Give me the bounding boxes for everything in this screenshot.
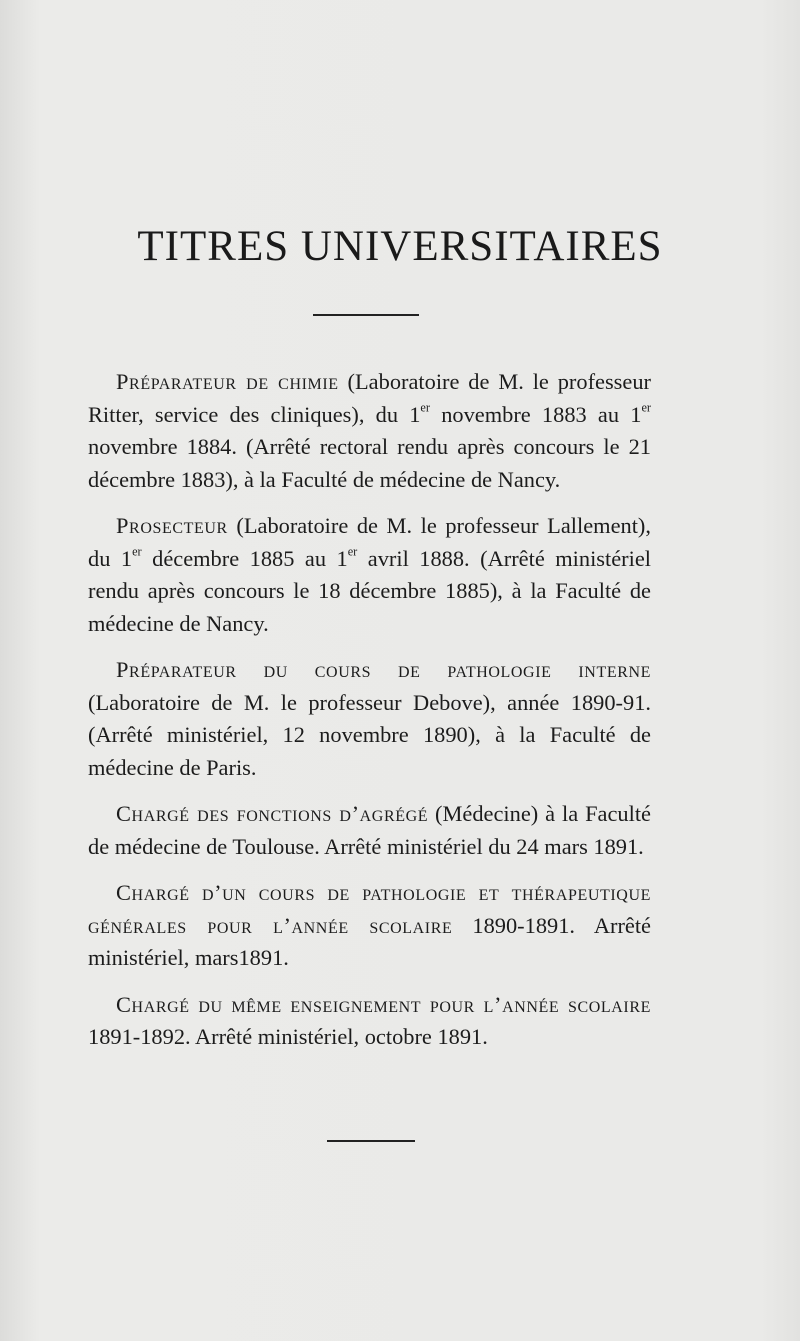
entry-heading: Préparateur de chimie: [116, 369, 339, 394]
entry-preparateur-pathologie: [88, 654, 651, 784]
ordinal-suffix: er: [347, 544, 358, 559]
entry-text: novembre 1884. (Arrêté rectoral rendu après concours le 21 décembre 1883), à la Faculté de médecine de Nancy.: [88, 434, 651, 492]
entry-text: novembre 1883 au 1: [430, 401, 642, 427]
entry-text: (Laboratoire de M. le professeur Lallement), du 1: [88, 513, 651, 571]
entry-preparateur-chimie: [88, 366, 651, 496]
entries-list: [88, 366, 651, 1068]
entry-heading: Chargé du même enseignement pour l’année scolaire: [116, 991, 651, 1017]
entry-text: (Médecine) à la Faculté de médecine de Toulouse. Arrêté ministériel du 24 mars 1891.: [88, 801, 651, 859]
ordinal-suffix: er: [420, 400, 430, 415]
entry-heading: Chargé d’un cours de pathologie et thérapeutique générales pour l’année scolaire: [88, 880, 651, 938]
title-divider: [313, 314, 419, 316]
entry-heading: Chargé des fonctions d’agrégé: [116, 801, 429, 826]
ordinal-suffix: er: [641, 400, 652, 415]
entry-text: décembre 1885 au 1: [141, 545, 348, 571]
entry-heading: Prosecteur: [116, 513, 228, 538]
entry-text: 1891-1892. Arrêté ministériel, octobre 1891.: [88, 1024, 488, 1049]
entry-text: avril 1888. (Arrêté ministériel rendu après concours le 18 décembre 1885), à la Faculté de médecine de Nancy.: [88, 545, 651, 636]
entry-text: (Laboratoire de M. le professeur Ritter, service des cliniques), du 1: [88, 369, 651, 427]
entry-charge-agrege: [88, 798, 651, 863]
entry-text: (Laboratoire de M. le professeur Debove), année 1890-91. (Arrêté ministériel, 12 novembre 1890), à la Faculté de médecine de Paris.: [88, 689, 651, 780]
page-title: TITRES UNIVERSITAIRES: [137, 223, 663, 270]
entry-charge-cours: [88, 877, 651, 975]
entry-text: 1890-1891. Arrêté ministériel, mars1891.: [88, 912, 651, 970]
entry-charge-enseignement: [88, 989, 651, 1054]
ordinal-suffix: er: [132, 544, 142, 559]
end-divider: [327, 1140, 415, 1142]
entry-heading: Préparateur du cours de pathologie interne: [116, 657, 651, 682]
entry-prosecteur: [88, 510, 651, 640]
